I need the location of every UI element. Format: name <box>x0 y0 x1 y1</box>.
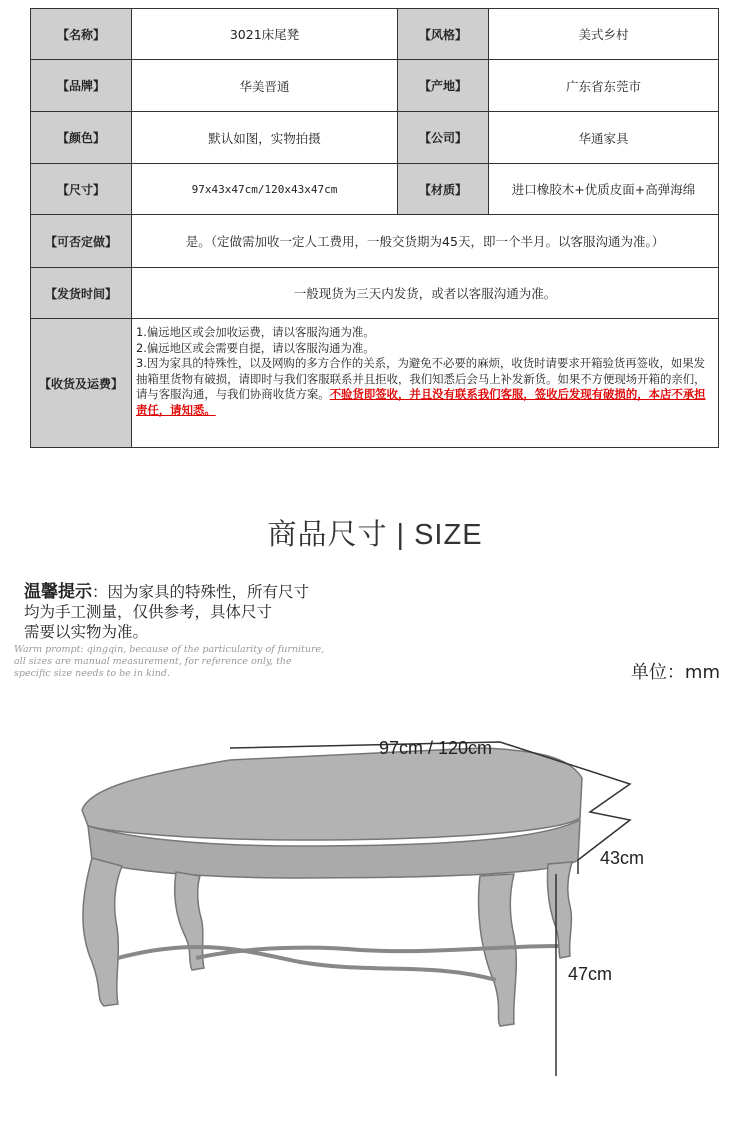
height-dimension: 47cm <box>568 964 613 984</box>
material-value: 进口橡胶木+优质皮面+高弹海绵 <box>511 182 696 197</box>
tip-line-2: 均为手工测量，仅供参考，具体尺寸 <box>24 603 273 621</box>
color-label: 【颜色】 <box>31 112 132 163</box>
color-value: 默认如图，实物拍摄 <box>132 112 398 163</box>
tip-en-1: Warm prompt: qingqin, because of the particularity of furniture, <box>14 644 325 655</box>
depth-dimension: 43cm <box>600 848 645 868</box>
custom-label: 【可否定做】 <box>31 215 132 267</box>
shipping-line-1: 1.偏远地区或会加收运费，请以客服沟通为准。 <box>136 325 375 339</box>
spec-row-delivery <box>31 268 718 319</box>
style-value: 美式乡村 <box>578 27 629 42</box>
company-label: 【公司】 <box>398 112 489 163</box>
brand-label: 【品牌】 <box>31 60 132 111</box>
shipping-text <box>132 319 718 419</box>
tip-text-1: ：因为家具的特殊性，所有尺寸 <box>92 583 310 601</box>
tip-line-3: 需要以实物为准。 <box>24 623 149 641</box>
shipping-warning: 不验货即签收，并且没有联系我们客服，签收后发现有破损的，本店不承担责任，请知悉。 <box>136 387 706 417</box>
spec-row-name <box>31 9 718 60</box>
brand-value: 华美晋通 <box>132 60 398 111</box>
spec-table <box>30 8 719 448</box>
delivery-value: 一般现货为三天内发货，或者以客服沟通为准。 <box>293 286 557 301</box>
tip-bold: 温馨提示 <box>24 582 92 602</box>
tip-line-1 <box>24 582 309 602</box>
shipping-line-3 <box>136 356 714 418</box>
spec-row-size <box>31 164 718 215</box>
name-value: 3021床尾凳 <box>132 9 398 59</box>
tip-english <box>14 644 324 680</box>
shipping-label: 【收货及运费】 <box>31 319 132 447</box>
bench-illustration <box>0 700 750 1100</box>
spec-row-custom <box>31 215 718 268</box>
custom-value: 是。（定做需加收一定人工费用，一般交货期为45天，即一个半月。以客服沟通为准。） <box>185 234 665 249</box>
material-label: 【材质】 <box>398 164 489 214</box>
tip-block <box>24 582 309 642</box>
delivery-label: 【发货时间】 <box>31 268 132 318</box>
company-value: 华通家具 <box>578 130 629 146</box>
shipping-line-3-text: 3.因为家具的特殊性，以及网购的多方合作的关系，为避免不必要的麻烦，收货时请要求开箱验货再签收，如果发抽箱里货物有破损，请即时与我们客服联系并且拒收，我们知悉后会马上补发新货。如果不方便现场开箱的亲们，请与客服沟通，与我们协商收货方案。 <box>136 356 706 402</box>
shipping-line-2: 2.偏远地区或会需要自提，请以客服沟通为准。 <box>136 340 375 355</box>
name-label: 【名称】 <box>31 9 132 59</box>
size-label: 【尺寸】 <box>31 164 132 214</box>
width-dimension: 97cm / 120cm <box>379 738 493 758</box>
unit-label: 单位：mm <box>630 662 720 683</box>
origin-value: 广东省东莞市 <box>565 78 641 94</box>
style-label: 【风格】 <box>398 9 489 59</box>
tip-en-3: specific size needs to be in kind. <box>14 668 170 679</box>
spec-row-brand <box>31 60 718 112</box>
origin-label: 【产地】 <box>398 60 489 111</box>
spec-row-color <box>31 112 718 164</box>
section-title: 商品尺寸 | SIZE <box>267 519 483 551</box>
tip-en-2: all sizes are manual measurement, for reference only, the <box>14 656 292 667</box>
spec-row-shipping <box>31 319 718 447</box>
size-value: 97x43x47cm/120x43x47cm <box>132 164 398 214</box>
